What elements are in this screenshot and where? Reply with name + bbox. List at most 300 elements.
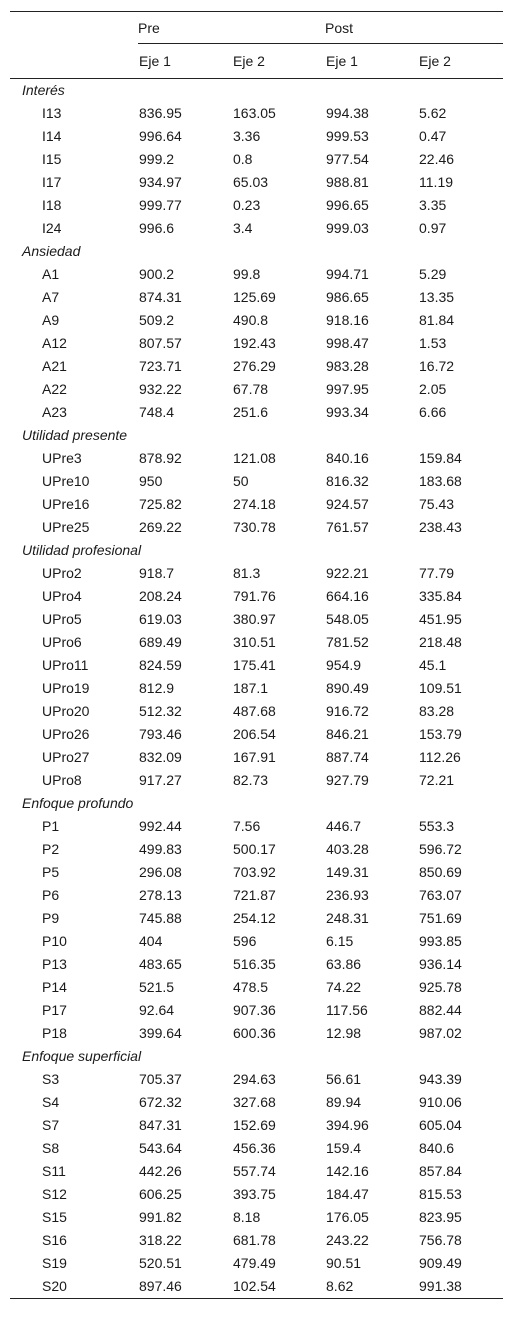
header-empty-cell	[10, 44, 138, 79]
table-header	[10, 12, 503, 79]
value-cell: 483.65	[139, 956, 182, 972]
header-group-pre: Pre	[138, 12, 325, 44]
value-cell: 986.65	[326, 289, 369, 305]
table-row	[10, 1275, 503, 1299]
value-cell: 248.31	[326, 910, 369, 926]
value-cell: 924.57	[326, 496, 369, 512]
value-cell: 442.26	[139, 1163, 182, 1179]
value-cell: 102.54	[232, 1275, 325, 1299]
value-cell: 725.82	[139, 496, 182, 512]
value-cell: 730.78	[233, 519, 276, 535]
table-row	[10, 930, 503, 953]
table-row	[10, 631, 503, 654]
row-label: S7	[42, 1117, 60, 1133]
header-group-row	[10, 12, 503, 44]
row-label: UPre25	[42, 519, 90, 535]
value-cell: 763.07	[419, 887, 462, 903]
value-cell: 6.15	[326, 933, 354, 949]
table-row	[10, 355, 503, 378]
table-row	[10, 1183, 503, 1206]
header-post-eje2: Eje 2	[418, 44, 503, 79]
value-cell: 208.24	[139, 588, 182, 604]
value-cell: 206.54	[233, 726, 276, 742]
row-label: P18	[42, 1025, 67, 1041]
value-cell: 72.21	[419, 772, 455, 788]
header-pre-eje2: Eje 2	[232, 44, 325, 79]
table-row	[10, 516, 503, 539]
value-cell: 918.16	[326, 312, 369, 328]
row-label: I15	[42, 151, 62, 167]
table-row	[10, 585, 503, 608]
section-row	[10, 1045, 503, 1068]
value-cell: 548.05	[326, 611, 369, 627]
value-cell: 745.88	[139, 910, 182, 926]
value-cell: 840.6	[419, 1140, 455, 1156]
value-cell: 950	[139, 473, 163, 489]
value-cell: 142.16	[326, 1163, 369, 1179]
value-cell: 874.31	[139, 289, 182, 305]
row-label: P13	[42, 956, 67, 972]
value-cell: 153.79	[419, 726, 462, 742]
value-cell: 500.17	[233, 841, 276, 857]
table-row	[10, 1114, 503, 1137]
row-label: UPro2	[42, 565, 82, 581]
value-cell: 619.03	[139, 611, 182, 627]
value-cell: 910.06	[419, 1094, 462, 1110]
value-cell: 109.51	[419, 680, 462, 696]
value-cell: 296.08	[139, 864, 182, 880]
value-cell: 520.51	[139, 1255, 182, 1271]
value-cell: 3.35	[419, 197, 447, 213]
table-row	[10, 1252, 503, 1275]
table-row	[10, 447, 503, 470]
row-label: UPre16	[42, 496, 90, 512]
value-cell: 832.09	[139, 749, 182, 765]
value-cell: 192.43	[233, 335, 276, 351]
value-cell: 45.1	[419, 657, 447, 673]
table-row	[10, 332, 503, 355]
row-label: A9	[42, 312, 60, 328]
value-cell: 63.86	[326, 956, 362, 972]
value-cell: 793.46	[139, 726, 182, 742]
table-row	[10, 125, 503, 148]
value-cell: 927.79	[326, 772, 369, 788]
table-row	[10, 1229, 503, 1252]
value-cell: 8.62	[325, 1275, 418, 1299]
row-label: UPre10	[42, 473, 90, 489]
row-label: A12	[42, 335, 67, 351]
table-row	[10, 1068, 503, 1091]
section-row	[10, 424, 503, 447]
value-cell: 993.34	[326, 404, 369, 420]
value-cell: 81.84	[419, 312, 455, 328]
row-label: P1	[42, 818, 60, 834]
row-label: A21	[42, 358, 67, 374]
value-cell: 1.53	[419, 335, 447, 351]
value-cell: 175.41	[233, 657, 276, 673]
value-cell: 99.8	[233, 266, 261, 282]
value-cell: 75.43	[419, 496, 455, 512]
value-cell: 92.64	[139, 1002, 175, 1018]
value-cell: 183.68	[419, 473, 462, 489]
value-cell: 840.16	[326, 450, 369, 466]
table-row	[10, 378, 503, 401]
value-cell: 22.46	[419, 151, 455, 167]
value-cell: 487.68	[233, 703, 276, 719]
row-label: A7	[42, 289, 60, 305]
value-cell: 6.66	[419, 404, 447, 420]
value-cell: 8.18	[233, 1209, 261, 1225]
table-row	[10, 309, 503, 332]
section-row	[10, 79, 503, 103]
row-label: A1	[42, 266, 60, 282]
value-cell: 12.98	[326, 1025, 362, 1041]
value-cell: 723.71	[139, 358, 182, 374]
table-row	[10, 148, 503, 171]
value-cell: 996.65	[326, 197, 369, 213]
row-label: I17	[42, 174, 62, 190]
value-cell: 917.27	[139, 772, 182, 788]
value-cell: 999.77	[139, 197, 182, 213]
table-row	[10, 171, 503, 194]
value-cell: 187.1	[233, 680, 269, 696]
table-row	[10, 1091, 503, 1114]
value-cell: 606.25	[139, 1186, 182, 1202]
value-cell: 327.68	[233, 1094, 276, 1110]
value-cell: 998.47	[326, 335, 369, 351]
data-table-container	[10, 11, 503, 1299]
table-row	[10, 608, 503, 631]
value-cell: 791.76	[233, 588, 276, 604]
value-cell: 987.02	[419, 1025, 462, 1041]
row-label: UPro20	[42, 703, 90, 719]
value-cell: 994.38	[326, 105, 369, 121]
value-cell: 451.95	[419, 611, 462, 627]
value-cell: 983.28	[326, 358, 369, 374]
table-row	[10, 1160, 503, 1183]
value-cell: 824.59	[139, 657, 182, 673]
value-cell: 756.78	[419, 1232, 462, 1248]
table-row	[10, 769, 503, 792]
row-label: P6	[42, 887, 60, 903]
value-cell: 394.96	[326, 1117, 369, 1133]
value-cell: 807.57	[139, 335, 182, 351]
section-title: Ansiedad	[22, 243, 81, 259]
table-row	[10, 999, 503, 1022]
value-cell: 310.51	[233, 634, 276, 650]
header-post-eje1: Eje 1	[325, 44, 418, 79]
data-table	[10, 11, 503, 1299]
table-row	[10, 700, 503, 723]
value-cell: 404	[139, 933, 163, 949]
value-cell: 393.75	[233, 1186, 276, 1202]
table-row	[10, 194, 503, 217]
value-cell: 997.95	[326, 381, 369, 397]
value-cell: 243.22	[326, 1232, 369, 1248]
header-pre-eje1: Eje 1	[138, 44, 232, 79]
value-cell: 0.8	[233, 151, 253, 167]
section-title: Enfoque superficial	[22, 1048, 142, 1064]
value-cell: 403.28	[326, 841, 369, 857]
value-cell: 761.57	[326, 519, 369, 535]
value-cell: 823.95	[419, 1209, 462, 1225]
table-row	[10, 217, 503, 240]
row-label: UPro8	[42, 772, 82, 788]
row-label: S20	[10, 1275, 138, 1299]
value-cell: 13.35	[419, 289, 455, 305]
row-label: I24	[42, 220, 62, 236]
table-row	[10, 286, 503, 309]
value-cell: 479.49	[233, 1255, 276, 1271]
row-label: P9	[42, 910, 60, 926]
value-cell: 380.97	[233, 611, 276, 627]
value-cell: 999.2	[139, 151, 175, 167]
table-row	[10, 907, 503, 930]
value-cell: 83.28	[419, 703, 455, 719]
value-cell: 934.97	[139, 174, 182, 190]
value-cell: 918.7	[139, 565, 175, 581]
table-row	[10, 884, 503, 907]
value-cell: 977.54	[326, 151, 369, 167]
value-cell: 705.37	[139, 1071, 182, 1087]
value-cell: 254.12	[233, 910, 276, 926]
value-cell: 991.38	[418, 1275, 503, 1299]
value-cell: 553.3	[419, 818, 455, 834]
value-cell: 512.32	[139, 703, 182, 719]
value-cell: 149.31	[326, 864, 369, 880]
value-cell: 857.84	[419, 1163, 462, 1179]
value-cell: 936.14	[419, 956, 462, 972]
value-cell: 7.56	[233, 818, 261, 834]
value-cell: 916.72	[326, 703, 369, 719]
value-cell: 605.04	[419, 1117, 462, 1133]
value-cell: 900.2	[139, 266, 175, 282]
row-label: I13	[42, 105, 62, 121]
table-row	[10, 1137, 503, 1160]
row-label: P17	[42, 1002, 67, 1018]
value-cell: 490.8	[233, 312, 269, 328]
table-row	[10, 401, 503, 424]
table-row	[10, 838, 503, 861]
value-cell: 596.72	[419, 841, 462, 857]
value-cell: 318.22	[139, 1232, 182, 1248]
value-cell: 890.49	[326, 680, 369, 696]
table-row	[10, 470, 503, 493]
table-row	[10, 723, 503, 746]
value-cell: 112.26	[419, 749, 461, 765]
value-cell: 996.6	[139, 220, 175, 236]
value-cell: 446.7	[326, 818, 362, 834]
value-cell: 82.73	[233, 772, 269, 788]
row-label: UPro11	[42, 657, 89, 673]
value-cell: 56.61	[326, 1071, 362, 1087]
value-cell: 152.69	[233, 1117, 276, 1133]
value-cell: 993.85	[419, 933, 462, 949]
value-cell: 276.29	[233, 358, 276, 374]
row-label: P14	[42, 979, 67, 995]
value-cell: 167.91	[233, 749, 276, 765]
value-cell: 509.2	[139, 312, 175, 328]
value-cell: 90.51	[326, 1255, 362, 1271]
value-cell: 3.4	[233, 220, 253, 236]
value-cell: 5.62	[419, 105, 447, 121]
table-row	[10, 953, 503, 976]
value-cell: 988.81	[326, 174, 369, 190]
table-row	[10, 102, 503, 125]
value-cell: 664.16	[326, 588, 369, 604]
value-cell: 399.64	[139, 1025, 182, 1041]
value-cell: 999.03	[326, 220, 369, 236]
value-cell: 721.87	[233, 887, 276, 903]
row-label: S11	[42, 1163, 66, 1179]
section-title: Interés	[22, 82, 65, 98]
value-cell: 748.4	[139, 404, 175, 420]
header-sub-row	[10, 44, 503, 79]
value-cell: 74.22	[326, 979, 362, 995]
value-cell: 954.9	[326, 657, 362, 673]
table-row	[10, 562, 503, 585]
table-row	[10, 976, 503, 999]
value-cell: 925.78	[419, 979, 462, 995]
value-cell: 922.21	[326, 565, 369, 581]
value-cell: 50	[233, 473, 249, 489]
value-cell: 596	[233, 933, 257, 949]
section-title: Enfoque profundo	[22, 795, 134, 811]
value-cell: 689.49	[139, 634, 182, 650]
value-cell: 882.44	[419, 1002, 462, 1018]
table-body	[10, 79, 503, 1299]
value-cell: 812.9	[139, 680, 175, 696]
row-label: UPro27	[42, 749, 90, 765]
value-cell: 117.56	[326, 1002, 368, 1018]
value-cell: 65.03	[233, 174, 269, 190]
value-cell: 996.64	[139, 128, 182, 144]
row-label: UPro5	[42, 611, 82, 627]
row-label: S12	[42, 1186, 67, 1202]
value-cell: 521.5	[139, 979, 175, 995]
value-cell: 516.35	[233, 956, 276, 972]
value-cell: 67.78	[233, 381, 269, 397]
row-label: I18	[42, 197, 62, 213]
table-row	[10, 677, 503, 700]
value-cell: 932.22	[139, 381, 182, 397]
value-cell: 2.05	[419, 381, 447, 397]
table-row	[10, 1206, 503, 1229]
row-label: UPre3	[42, 450, 82, 466]
row-label: A23	[42, 404, 67, 420]
value-cell: 251.6	[233, 404, 269, 420]
value-cell: 0.97	[419, 220, 447, 236]
value-cell: 81.3	[233, 565, 261, 581]
row-label: UPro6	[42, 634, 82, 650]
value-cell: 887.74	[326, 749, 369, 765]
section-row	[10, 792, 503, 815]
section-row	[10, 539, 503, 562]
value-cell: 703.92	[233, 864, 276, 880]
value-cell: 121.08	[233, 450, 276, 466]
value-cell: 16.72	[419, 358, 455, 374]
section-row	[10, 240, 503, 263]
row-label: UPro19	[42, 680, 90, 696]
value-cell: 850.69	[419, 864, 462, 880]
row-label: UPro4	[42, 588, 82, 604]
row-label: S8	[42, 1140, 60, 1156]
value-cell: 992.44	[139, 818, 182, 834]
value-cell: 600.36	[233, 1025, 276, 1041]
value-cell: 89.94	[326, 1094, 362, 1110]
value-cell: 278.13	[139, 887, 182, 903]
value-cell: 681.78	[233, 1232, 276, 1248]
value-cell: 907.36	[233, 1002, 276, 1018]
value-cell: 897.46	[138, 1275, 232, 1299]
row-label: P2	[42, 841, 60, 857]
value-cell: 77.79	[419, 565, 455, 581]
header-group-post: Post	[325, 12, 503, 44]
table-row	[10, 815, 503, 838]
header-empty-cell	[10, 12, 138, 44]
value-cell: 994.71	[326, 266, 369, 282]
row-label: P10	[42, 933, 67, 949]
value-cell: 781.52	[326, 634, 369, 650]
value-cell: 0.23	[233, 197, 261, 213]
section-title: Utilidad profesional	[22, 542, 142, 558]
value-cell: 557.74	[233, 1163, 276, 1179]
value-cell: 159.84	[419, 450, 462, 466]
value-cell: 499.83	[139, 841, 182, 857]
table-row	[10, 654, 503, 677]
row-label: S15	[42, 1209, 67, 1225]
value-cell: 943.39	[419, 1071, 462, 1087]
value-cell: 478.5	[233, 979, 269, 995]
value-cell: 846.21	[326, 726, 369, 742]
value-cell: 274.18	[233, 496, 276, 512]
table-row	[10, 746, 503, 769]
value-cell: 176.05	[326, 1209, 369, 1225]
value-cell: 543.64	[139, 1140, 182, 1156]
table-row	[10, 493, 503, 516]
value-cell: 335.84	[419, 588, 462, 604]
value-cell: 909.49	[419, 1255, 462, 1271]
value-cell: 751.69	[419, 910, 462, 926]
table-row	[10, 263, 503, 286]
value-cell: 238.43	[419, 519, 462, 535]
row-label: S4	[42, 1094, 60, 1110]
row-label: S16	[42, 1232, 67, 1248]
value-cell: 163.05	[233, 105, 276, 121]
row-label: UPro26	[42, 726, 90, 742]
value-cell: 816.32	[326, 473, 369, 489]
value-cell: 999.53	[326, 128, 369, 144]
value-cell: 456.36	[233, 1140, 276, 1156]
value-cell: 11.19	[419, 174, 454, 190]
row-label: S3	[42, 1071, 60, 1087]
section-title: Utilidad presente	[22, 427, 128, 443]
value-cell: 0.47	[419, 128, 447, 144]
value-cell: 125.69	[233, 289, 276, 305]
value-cell: 184.47	[326, 1186, 369, 1202]
row-label: I14	[42, 128, 62, 144]
value-cell: 269.22	[139, 519, 182, 535]
value-cell: 847.31	[139, 1117, 182, 1133]
value-cell: 5.29	[419, 266, 447, 282]
row-label: P5	[42, 864, 60, 880]
value-cell: 218.48	[419, 634, 462, 650]
row-label: S19	[42, 1255, 67, 1271]
table-row	[10, 861, 503, 884]
value-cell: 236.93	[326, 887, 369, 903]
value-cell: 991.82	[139, 1209, 182, 1225]
value-cell: 159.4	[326, 1140, 362, 1156]
